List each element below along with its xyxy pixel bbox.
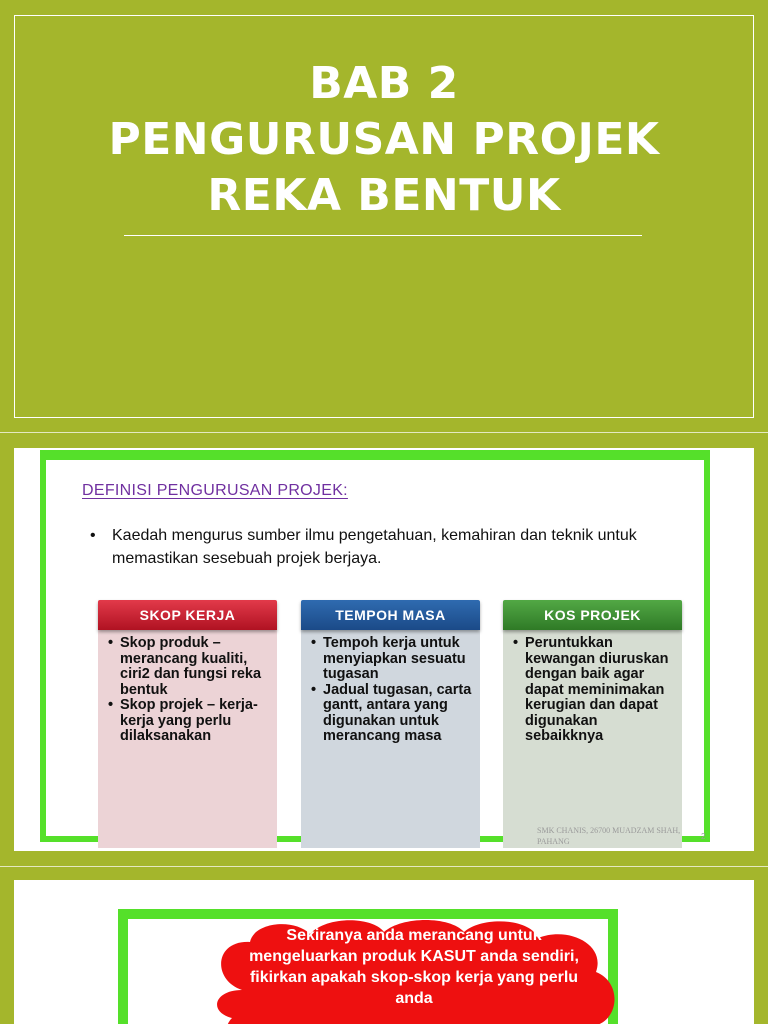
title-line-3: REKA BENTUK (207, 170, 561, 221)
card-tempoh-masa-body (301, 630, 480, 848)
list-item: • Tempoh kerja untuk menyiapkan sesuatu tugasan (309, 636, 472, 683)
card-tempoh-masa-title: TEMPOH MASA (301, 600, 480, 630)
page-number: 2 (701, 832, 706, 841)
slide-divider (0, 866, 768, 867)
card-skop-kerja-body (98, 630, 277, 848)
card-tempoh-masa (301, 600, 480, 848)
definition-heading: DEFINISI PENGURUSAN PROJEK: (82, 482, 348, 499)
definition-bullet: • Kaedah mengurus sumber ilmu pengetahuan, kemahiran dan teknik untuk memastikan sesebuah projek berjaya. (86, 524, 726, 570)
list-item: • Skop projek – kerja-kerja yang perlu dilaksanakan (106, 698, 269, 745)
card-kos-projek-title: KOS PROJEK (503, 600, 682, 630)
card-kos-projek-body (503, 630, 682, 848)
title-underline-rule (124, 235, 642, 236)
card-skop-kerja (98, 600, 277, 848)
slide-divider (0, 432, 768, 433)
slide-footer: SMK CHANIS, 26700 MUADZAM SHAH, PAHANG (537, 826, 681, 846)
title-line-1: BAB 2 (309, 58, 459, 109)
list-item: • Skop produk – merancang kualiti, ciri2 dan fungsi reka bentuk (106, 636, 269, 698)
definition-slide-content (40, 450, 710, 846)
list-item: • Peruntukkan kewangan diuruskan dengan baik agar dapat meminimakan kerugian dan dapat digunakan sebaikknya (511, 636, 674, 745)
definition-slide (14, 448, 754, 851)
list-item: • Jadual tugasan, carta gantt, antara yang digunakan untuk merancang masa (309, 683, 472, 745)
card-skop-kerja-title: SKOP KERJA (98, 600, 277, 630)
cloud-prompt-text: Sekiranya anda merancang untuk mengeluarkan produk KASUT anda sendiri, fikirkan apakah skop-skop kerja yang perlu anda (249, 927, 579, 1007)
activity-slide (14, 880, 754, 1024)
title-slide-heading (0, 56, 768, 224)
card-kos-projek (503, 600, 682, 848)
title-line-2: PENGURUSAN PROJEK (108, 114, 660, 165)
